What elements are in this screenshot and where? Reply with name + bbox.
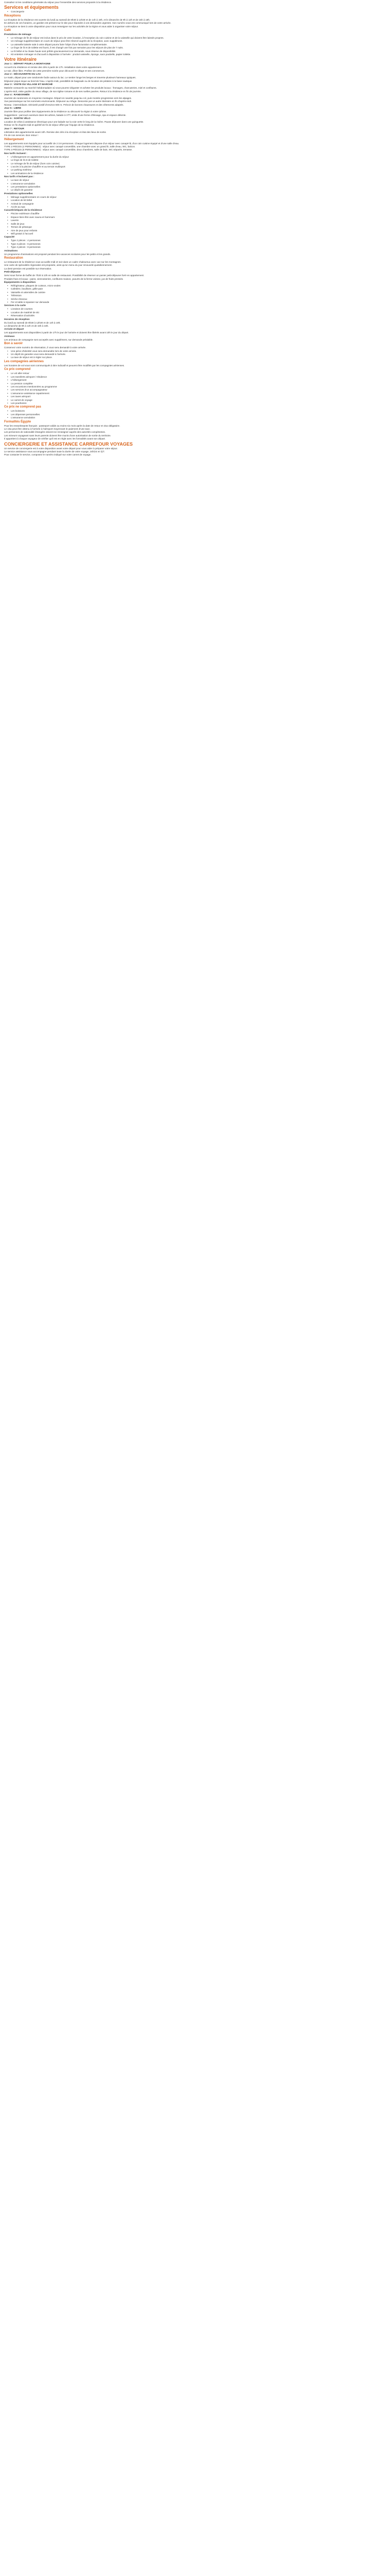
list-item: • Le ménage de fin de séjour (hors coin cuisine) — [11, 162, 388, 165]
list-item: • Aire de jeux pour enfants — [11, 229, 388, 232]
list-item: • Laverie — [11, 219, 388, 222]
list-item: • Terrain de pétanque — [11, 226, 388, 229]
minor-heading: Prestations optionnelles — [4, 192, 33, 195]
body-text: Conservez votre numéro de réservation, il vous sera demandé à votre arrivée. — [4, 346, 86, 349]
list-item: • L'hébergement en appartement pour la durée du séjour — [11, 156, 388, 159]
body-text: Vue panoramique sur les sommets environnants. Déjeuner au refuge. Descente par un autre itinéraire en fin d'après-midi. — [4, 100, 132, 103]
list-item: • Télévision — [11, 294, 388, 297]
body-text: Location de vélos à assistance électrique pour une balade sur la voie verte le long de la rivière. Pause déjeuner dans une guinguette. — [4, 120, 144, 123]
minor-heading: Animaux — [4, 335, 15, 338]
body-text: Matinée consacrée au marché hebdomadaire où vous pourrez déguster et acheter les produits locaux : fromages, charcuteries, miel et confitures. — [4, 87, 157, 90]
subsection-heading: Café — [4, 29, 11, 32]
minor-heading: Jour 2 : DÉCOUVERTE DU LAC — [4, 73, 41, 76]
minor-heading: Services à la carte — [4, 304, 26, 308]
minor-heading: Jour 1 : DÉPART POUR LA MONTAGNE — [4, 63, 51, 66]
body-text: Un service de conciergerie est à votre disposition avant votre départ pour vous aider à préparer votre séjour. — [4, 447, 118, 450]
list-item: • Wifi gratuit à l'accueil — [11, 232, 388, 235]
minor-heading: Arrivée et départ — [4, 328, 24, 331]
subsection-heading: Formalités Égypte — [4, 420, 31, 423]
bullet-list — [4, 239, 388, 249]
body-text: Déjeuner pique-nique au bord de l'eau. L'après-midi, possibilité de baignade ou de location de pédalos à la base nautique. — [4, 79, 133, 82]
minor-heading: Petit-déjeuner — [4, 271, 21, 274]
bullet-list — [4, 156, 388, 175]
list-item: • Le ménage de fin de séjour est inclus dans le prix de votre location, à l'exception du coin cuisine et de la vaisselle qui doivent être laissés propres. — [11, 37, 388, 40]
bullet-list — [4, 372, 388, 405]
list-item: • Le vol aller-retour — [11, 372, 388, 375]
list-item: • Animal de compagnie — [11, 202, 388, 206]
body-text: Les horaires de vol vous sont communiqués à titre indicatif et peuvent être modifiés par les compagnies aériennes. — [4, 364, 125, 367]
list-item: • Réfrigérateur, plaques de cuisson, micro-ondes — [11, 284, 388, 287]
body-text: Retour en fin d'après-midi et apéritif de fin de séjour offert par l'équipe de la résidence. — [4, 124, 95, 127]
minor-heading: Prestations de ménage — [4, 33, 31, 37]
body-text: Journée libre pour profiter des équipements de la résidence ou découvrir la région à votre rythme. — [4, 110, 107, 113]
list-item: • Les transferts aéroport / résidence — [11, 376, 388, 379]
list-item: • Salle de jeux — [11, 223, 388, 226]
body-text: Le restaurant de la résidence vous accueille midi et soir dans un cadre chaleureux avec vue sur les montagnes. — [4, 260, 122, 263]
list-item: • Les pourboires — [11, 402, 388, 405]
body-text: Produits frais et locaux : pains, viennoiseries, confitures maison, yaourts de la ferme voisine, jus de fruits pressés. — [4, 277, 124, 280]
list-item: • Le dépôt de garantie — [11, 189, 388, 192]
list-item: • Les dépenses personnelles — [11, 413, 388, 416]
bullet-list — [4, 308, 388, 317]
list-item: • Vaisselle et ustensiles de cuisine — [11, 291, 388, 294]
list-item: • Les excursions mentionnées au programme — [11, 385, 388, 388]
list-item: • Piscine extérieure chauffée — [11, 212, 388, 215]
list-item: • Livraison de courses — [11, 308, 388, 311]
list-item: • Accès au spa — [11, 206, 388, 209]
list-item: • Le linge de lit et de toilette — [11, 159, 388, 162]
list-item: • Kit entretien ménager et d'accueil à disposition à l'arrivée : produit vaisselle, éponge, sacs poubelle, papier toilette. — [11, 53, 388, 56]
subsection-heading: Réceptions — [4, 14, 21, 18]
bullet-list — [4, 196, 388, 209]
list-item: • Le linge de lit et de toilette est fourni, il est changé une fois par semaine pour les séjours de plus de 7 nuits. — [11, 46, 388, 49]
body-text: Niveau : intermédiaire. Dénivelé positif d'environ 600 m. Prévoir de bonnes chaussures et des vêtements adaptés. — [4, 103, 124, 106]
body-text: Les personnes de nationalité étrangère doivent se renseigner auprès des autorités compétentes. — [4, 431, 106, 434]
body-text: TYPE 3 PIÈCES (6 PERSONNES) : séjour avec canapé convertible, deux chambres, salle de bain, WC séparés, terrasse. — [4, 148, 133, 151]
list-item: • L'assurance assistance rapatriement — [11, 392, 388, 395]
list-item: • Les prestations optionnelles — [11, 185, 388, 189]
list-item: • La vaisselle laissée sale à votre départ pourra faire l'objet d'une facturation complémentaire. — [11, 43, 388, 46]
body-text: Du lundi au samedi de 8h30 à 12h30 et de 14h à 19h. — [4, 321, 61, 324]
body-text: Libération des appartements avant 10h. Remise des clés à la réception et état des lieux de sortie. — [4, 130, 107, 133]
list-item: • Un ménage supplémentaire en cours de séjour peut être réservé auprès de la réception, avec supplément. — [11, 40, 388, 43]
document-page — [0, 0, 391, 457]
subsection-heading: Hébergement — [4, 138, 24, 141]
minor-heading: Jour 5 : LIBRE — [4, 107, 22, 110]
body-text: Pour les ressortissants français : passeport valide au moins six mois après la date de retour et visa obligatoire. — [4, 424, 120, 427]
minor-heading: Équipements à disposition — [4, 281, 36, 284]
body-text: Un programme d'animations est proposé pendant les vacances scolaires pour les petits et les grands. — [4, 252, 111, 256]
list-item: • Le lit bébé et la chaise haute sont prêtés gracieusement sur demande, sous réserve de disponibilité. — [11, 50, 388, 53]
list-item: • Les animations de la résidence — [11, 172, 388, 175]
list-item: • Location de kit bébé — [11, 199, 388, 202]
list-item: • Le parking extérieur — [11, 168, 388, 172]
body-text: Les appartements sont disponibles à partir de 17h le jour de l'arrivée et doivent être libérés avant 10h le jour du départ. — [4, 331, 129, 334]
list-item: • Type 4 pièces : 8 personnes — [11, 246, 388, 249]
bullet-list — [4, 350, 388, 360]
list-item: • Un dépôt de garantie vous sera demandé à l'arrivée. — [11, 353, 388, 356]
body-text: Les appartements sont équipés pour accueillir de 2 à 8 personnes. Chaque logement dispose d'un séjour avec canapé-lit, d'un coin cuisine équipé et d'une salle d'eau. — [4, 142, 180, 145]
minor-heading: Jour 6 : SORTIE VÉLO — [4, 117, 30, 120]
list-item: • L'assurance annulation — [11, 416, 388, 419]
body-text: Une carte de spécialités régionales est proposée, ainsi qu'un menu du jour renouvelé quotidiennement. — [4, 264, 112, 267]
subsection-heading: Ce prix ne comprend pas — [4, 405, 41, 409]
bullet-list — [4, 179, 388, 192]
list-item: • Espace bien-être avec sauna et hammam — [11, 216, 388, 219]
list-item: • Sèche-cheveux — [11, 298, 388, 301]
list-item: • Réservation d'activités — [11, 314, 388, 317]
body-text: Les animaux de compagnie sont acceptés avec supplément, sur demande préalable. — [4, 338, 93, 341]
list-item: • L'accès à la piscine chauffée et au terrain multisport — [11, 165, 388, 168]
bullet-list — [4, 37, 388, 56]
list-item: • Les boissons — [11, 410, 388, 413]
body-text: Accueil à la résidence et remise des clés à partir de 17h. Installation dans votre appartement. — [4, 66, 102, 69]
body-text: Consultez ici les conditions générales du séjour pour l'ensemble des services proposés à la résidence. — [4, 1, 112, 4]
list-item: • Type 2 pièces : 4 personnes — [11, 239, 388, 242]
list-item: • Type 3 pièces : 6 personnes — [11, 243, 388, 246]
list-item: • Cafetière, bouilloire, grille-pain — [11, 287, 388, 291]
body-text: Le matin, départ pour une randonnée facile autour du lac. Le sentier longe les berges et traverse plusieurs hameaux typiques. — [4, 76, 136, 79]
subsection-heading: Restauration — [4, 256, 23, 260]
body-text: La réception de la résidence est ouverte du lundi au samedi de 8h30 à 12h30 et de 14h à 19h, et le dimanche de 9h à 12h et de 15h à 18h. — [4, 18, 150, 21]
list-item: • Les services d'un accompagnateur — [11, 388, 388, 392]
body-text: La réception se tient à votre disposition pour vous renseigner sur les activités de la région et vous aider à organiser votre séjour. — [4, 25, 139, 28]
body-text: L'après-midi, visite guidée du vieux village, de son église romane et de ses ruelles pavées. Retour à la résidence en fin de journée. — [4, 90, 141, 93]
minor-heading: Animations — [4, 249, 18, 252]
minor-heading: Horaires de réception — [4, 318, 30, 321]
bullet-list — [4, 410, 388, 419]
list-item: • Conciergerie — [11, 10, 388, 13]
minor-heading: Jour 4 : RANDONNÉE — [4, 93, 30, 96]
minor-heading: Jour 7 : RETOUR — [4, 127, 24, 130]
list-item: • Ménage supplémentaire en cours de séjour — [11, 196, 388, 199]
section-heading: Services et équipements — [4, 5, 59, 10]
list-item: • Une pièce d'identité vous sera demandée lors de votre arrivée. — [11, 350, 388, 353]
minor-heading: Jour 3 : VISITE DU VILLAGE ET MARCHÉ — [4, 83, 53, 87]
body-text: Le soir, dîner libre. Profitez de cette première soirée pour découvrir le village et ses commerces. — [4, 69, 105, 72]
list-item: • Le carnet de voyage — [11, 399, 388, 402]
body-text: Les mineurs voyageant sans leurs parents doivent être munis d'une autorisation de sortie du territoire. — [4, 434, 111, 437]
list-item: • L'hébergement — [11, 379, 388, 382]
bullet-list — [4, 284, 388, 304]
body-text: Pour contacter le service, composez le numéro indiqué sur votre carnet de voyage. — [4, 453, 91, 456]
minor-heading: Nos tarifs n'incluent pas : — [4, 176, 35, 179]
body-text: Servi sous forme de buffet de 7h30 à 10h en salle de restaurant. Possibilité de réserver un panier petit-déjeuner livré en appartement. — [4, 274, 144, 277]
body-text: Le service assistance vous accompagne pendant toute la durée de votre voyage, 24h/24 et 7j/7. — [4, 450, 105, 453]
subsection-heading: Ce prix comprend — [4, 368, 31, 371]
body-text: Journée de randonnée en moyenne montagne. Départ en navette jusqu'au col, puis montée progressive vers les alpages. — [4, 96, 132, 99]
body-text: La demi-pension est possible sur réservation. — [4, 267, 52, 270]
subsection-heading: Bon à savoir — [4, 342, 23, 346]
minor-heading: Nos tarifs incluent : — [4, 152, 27, 155]
section-heading: Votre itinéraire — [4, 57, 37, 62]
body-text: Fin de nos services. Bon retour ! — [4, 134, 39, 137]
section-heading: CONCIERGERIE ET ASSISTANCE CARREFOUR VOYAGES — [4, 441, 133, 447]
minor-heading: Caractéristiques de la résidence — [4, 209, 42, 212]
body-text: TYPE 2 PIÈCES (4 PERSONNES) : séjour avec canapé convertible, une chambre avec un grand lit, salle d'eau, WC, balcon. — [4, 145, 136, 148]
subsection-heading: Les compagnies aériennes — [4, 360, 44, 363]
body-text: Le visa peut être obtenu à l'arrivée à l'aéroport moyennant le paiement d'une taxe. — [4, 427, 91, 430]
list-item: • La taxe de séjour — [11, 179, 388, 182]
body-text: En dehors de ces horaires, un gardien est présent sur le site pour répondre à vos demandes urgentes. Son numéro vous est communiqué lors de votre arrivée. — [4, 22, 171, 25]
body-text: Le dimanche de 9h à 12h et de 15h à 18h. — [4, 325, 49, 328]
minor-heading: Capacité — [4, 236, 14, 239]
list-item: • La pension complète — [11, 382, 388, 385]
list-item: • L'assurance annulation — [11, 182, 388, 185]
list-item: • La taxe de séjour est à régler sur place. — [11, 356, 388, 359]
list-item: • Les taxes aéroport — [11, 395, 388, 398]
list-item: • Location de matériel de ski — [11, 311, 388, 314]
body-text: Suggestions : parcours aventure dans les arbres, balade à VTT, visite d'une ferme d'élevage, spa et espace détente. — [4, 113, 126, 116]
bullet-list — [4, 212, 388, 235]
list-item: • Fer et table à repasser sur demande — [11, 301, 388, 304]
bullet-list — [4, 10, 388, 13]
body-text: Il appartient à chaque voyageur de vérifier qu'il est en règle avec les formalités avant son départ. — [4, 437, 106, 440]
